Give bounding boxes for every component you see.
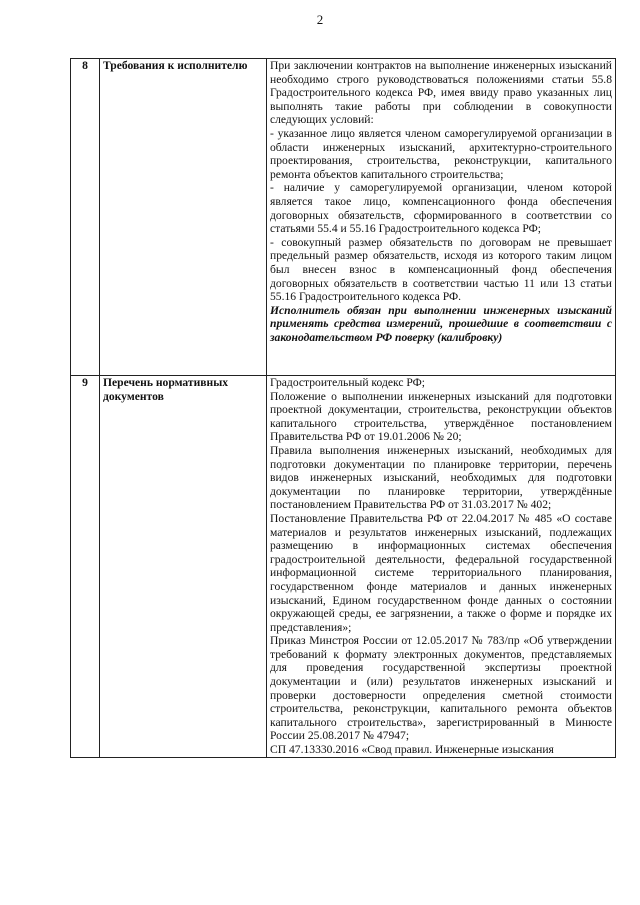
page-number: 2 — [316, 12, 324, 27]
paragraph: Правила выполнения инженерных изысканий, необходимых для подготовки документации по планировке территории, перечень видов инженерных изысканий, необходимых для подготовки документации по планировке территории, утверждённые постановлением Правительства РФ от 31.03.2017 № 402; — [270, 443, 612, 512]
paragraph: - совокупный размер обязательств по договорам не превышает предельный размер обязательств, исходя из которого таким лицом был внесен взнос в компенсационный фонд обеспечения договорных обязательств в соответствии частью 11 или 13 статьи 55.16 Градостроительного кодекса РФ. — [270, 235, 612, 304]
row-title: Требования к исполнителю — [100, 59, 267, 376]
row-content — [267, 376, 616, 758]
paragraph: Градостроительный кодекс РФ; — [270, 376, 426, 389]
row-content — [267, 59, 616, 376]
row-number: 8 — [71, 59, 100, 376]
paragraph: При заключении контрактов на выполнение инженерных изысканий необходимо строго руководствоваться положениями статьи 55.8 Градостроительного кодекса РФ, имея ввиду право указанных лиц выполнять такие работы при соблюдении в совокупности следующих условий: — [270, 59, 612, 127]
paragraph: Постановление Правительства РФ от 22.04.2017 № 485 «О составе материалов и результатов инженерных изысканий, подлежащих размещению в информационных системах обеспечения градостроительной деятельности, федеральной государственной информационной системе территориального планирования, государственном фонде материалов и данных инженерных изысканий, Едином государственном фонде данных о состоянии окружающей среды, ее загрязнении, а также о форме и порядке их представления»; — [270, 511, 612, 634]
row-number: 9 — [71, 376, 100, 758]
table-row — [71, 59, 616, 376]
emphasis-paragraph: Исполнитель обязан при выполнении инженерных изысканий применять средства измерений, прошедшие в соответствии с законодательством РФ поверку (калибровку) — [270, 303, 612, 344]
paragraph: - указанное лицо является членом саморегулируемой организации в области инженерных изысканий, архитектурно-строительного проектирования, строительства, реконструкции, капитального ремонта объектов капитального строительства; — [270, 126, 612, 181]
requirements-table — [70, 58, 616, 758]
paragraph: СП 47.13330.2016 «Свод правил. Инженерные изыскания — [270, 743, 554, 757]
paragraph: Приказ Минстроя России от 12.05.2017 № 783/пр «Об утверждении требований к формату электронных документов, представляемых для проведения государственной экспертизы проектной документации и (или) результатов инженерных изысканий и проверки достоверности определения сметной стоимости строительства, реконструкции, капитального ремонта объектов капитального строительства», зарегистрированный в Минюсте России 25.08.2017 № 47947; — [270, 634, 612, 743]
table-row — [71, 376, 616, 758]
paragraph: - наличие у саморегулируемой организации, членом которой является такое лицо, компенсационного фонда обеспечения договорных обязательств, сформированного в соответствии со статьями 55.4 и 55.16 Градостроительного кодекса РФ; — [270, 181, 612, 236]
paragraph: Положение о выполнении инженерных изысканий для подготовки проектной документации, строительства, реконструкции объектов капитального строительства, утверждённое постановлением Правительства РФ от 19.01.2006 № 20; — [270, 389, 612, 444]
row-title: Перечень нормативных документов — [100, 376, 267, 758]
